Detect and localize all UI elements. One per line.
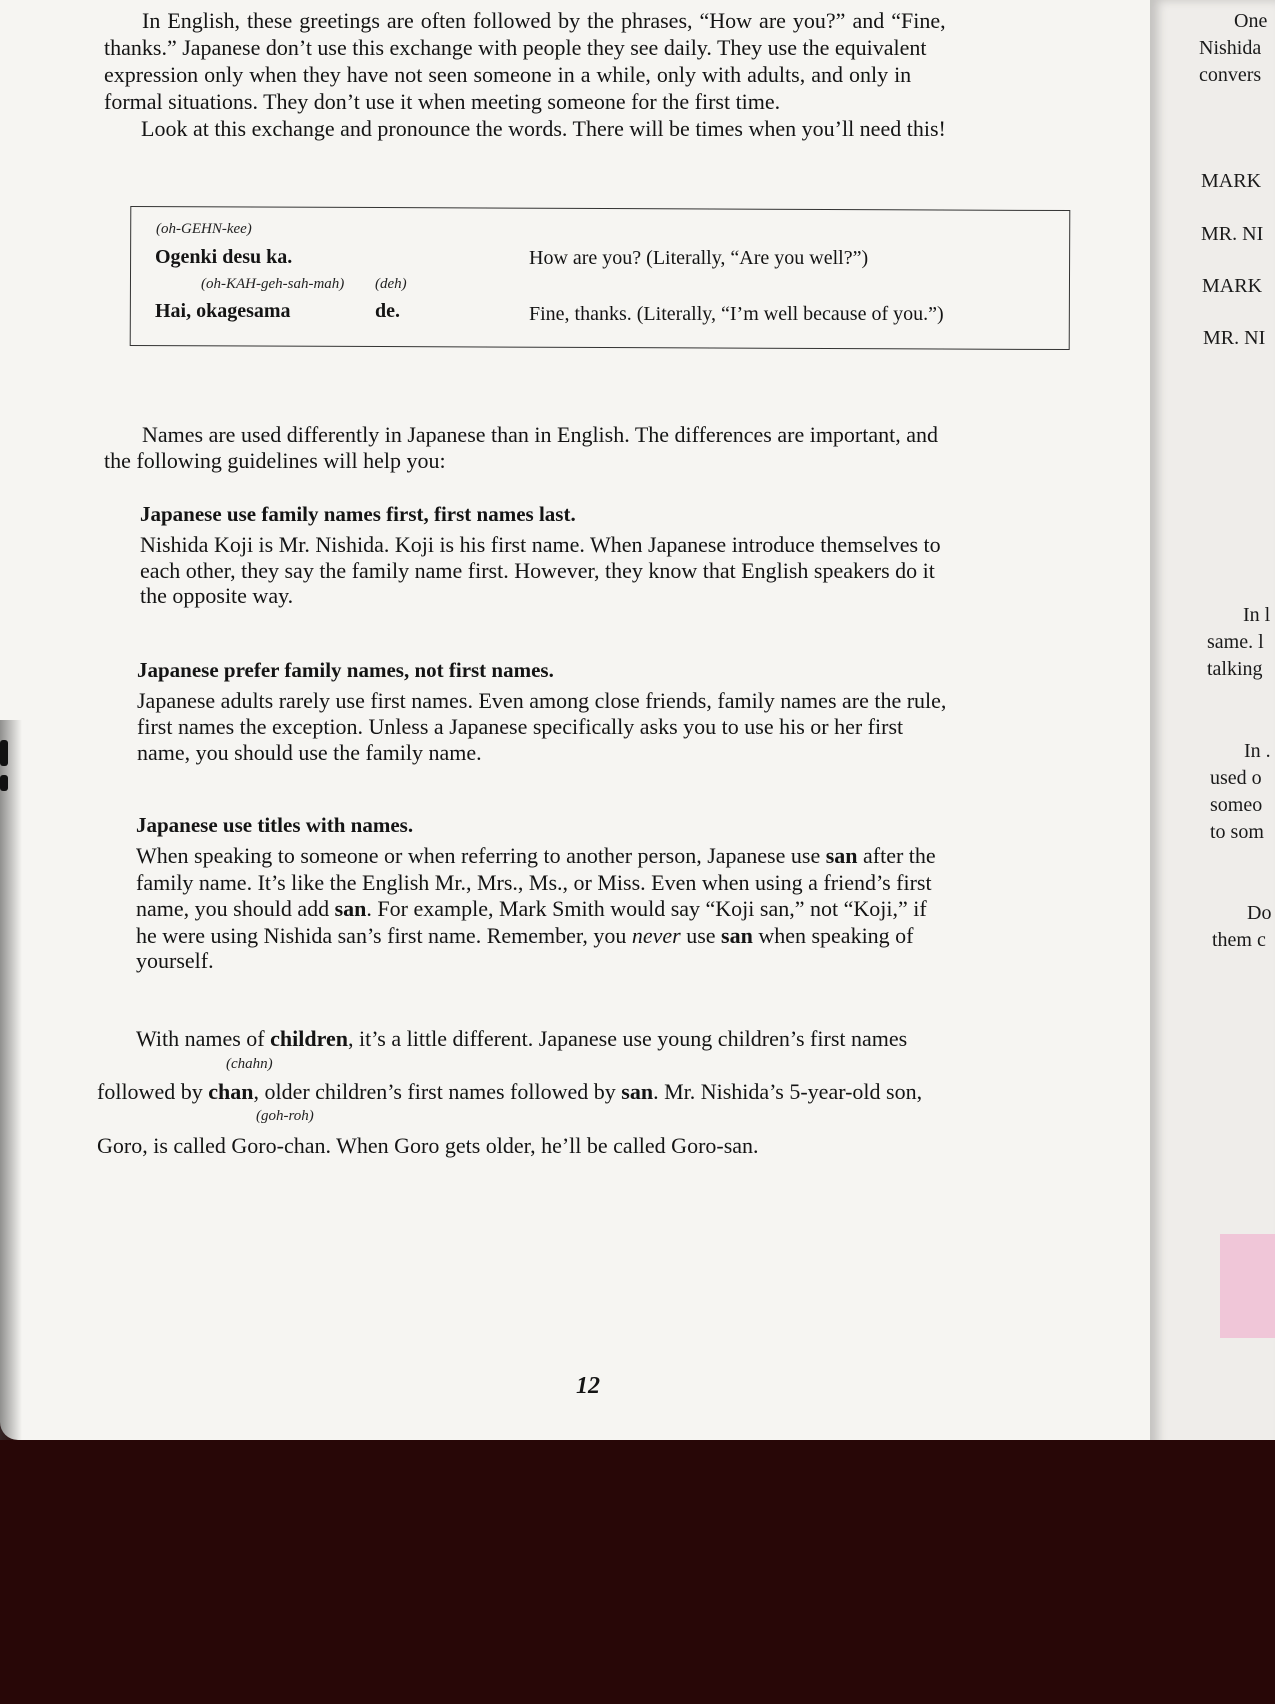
- text-run: followed by: [97, 1079, 209, 1104]
- body-line: family name. It’s like the English Mr., Mrs., Ms., or Miss. Even when using a friend’s first: [136, 870, 932, 895]
- body-line: yourself.: [136, 948, 214, 973]
- english-translation: Fine, thanks. (Literally, “I’m well because of you.”): [529, 303, 944, 325]
- facing-page-text: someo: [1210, 794, 1263, 816]
- phonetic-guide: (chahn): [226, 1056, 273, 1072]
- dark-background: [0, 1440, 1275, 1704]
- facing-page-text: same. l: [1207, 631, 1264, 653]
- body-line: the following guidelines will help you:: [104, 448, 446, 473]
- text-run: . Mr. Nishida’s 5-year-old son,: [653, 1079, 923, 1104]
- intro-line: Look at this exchange and pronounce the words. There will be times when you’ll need this!: [141, 116, 946, 141]
- text-run: name, you should add: [136, 896, 335, 921]
- body-line: Goro, is called Goro-chan. When Goro gets older, he’ll be called Goro-san.: [97, 1133, 759, 1158]
- guideline-heading: Japanese use titles with names.: [136, 813, 414, 837]
- binding-mark: [0, 740, 8, 766]
- facing-page-text: used o: [1210, 767, 1262, 789]
- pink-color-block: [1220, 1234, 1275, 1338]
- facing-page-text: In .: [1244, 740, 1271, 762]
- term-children: children: [270, 1026, 348, 1051]
- text-run: With names of: [136, 1026, 271, 1051]
- japanese-phrase: Hai, okagesama: [155, 300, 291, 322]
- body-line: [136, 843, 936, 868]
- page-number: 12: [576, 1373, 600, 1399]
- japanese-phrase: Ogenki desu ka.: [155, 246, 293, 268]
- facing-page-text: talking: [1207, 658, 1263, 680]
- body-line: Japanese adults rarely use first names. Even among close friends, family names are the rule,: [137, 688, 947, 713]
- facing-page-text: MARK: [1202, 275, 1263, 297]
- body-line: first names the exception. Unless a Japanese specifically asks you to use his or her first: [137, 714, 904, 739]
- body-line: [136, 896, 927, 921]
- intro-line: In English, these greetings are often followed by the phrases, “How are you?” and “Fine,: [142, 8, 946, 33]
- text-run: . For example, Mark Smith would say “Koji san,” not “Koji,” if: [366, 896, 927, 921]
- intro-line: formal situations. They don’t use it when meeting someone for the first time.: [104, 89, 781, 114]
- text-run: , older children’s first names followed by: [253, 1079, 622, 1104]
- facing-page-text: In l: [1243, 604, 1271, 626]
- body-line: [136, 1026, 907, 1051]
- term-san: san: [721, 923, 753, 948]
- body-line: the opposite way.: [140, 583, 294, 608]
- facing-page-text: convers: [1199, 64, 1262, 86]
- phonetic-guide: (goh-roh): [256, 1108, 314, 1124]
- guideline-heading: Japanese prefer family names, not first names.: [137, 658, 554, 682]
- english-translation: How are you? (Literally, “Are you well?”): [529, 247, 869, 269]
- facing-page-text: MR. NI: [1201, 223, 1264, 245]
- japanese-phrase: de.: [375, 300, 400, 322]
- body-line: each other, they say the family name first. However, they know that English speakers do it: [140, 558, 935, 583]
- phonetic-guide: (deh): [375, 276, 407, 292]
- emphasis-never: never: [631, 923, 681, 948]
- page-curl-shadow: [0, 720, 22, 1440]
- term-san: san: [334, 896, 367, 921]
- binding-mark: [0, 775, 8, 791]
- facing-page-text: Nishida: [1199, 37, 1262, 59]
- intro-line: expression only when they have not seen someone in a while, only with adults, and only in: [104, 62, 912, 87]
- facing-page-text: MR. NI: [1203, 327, 1266, 349]
- phonetic-guide: (oh-KAH-geh-sah-mah): [201, 276, 345, 292]
- text-run: When speaking to someone or when referring to another person, Japanese use: [136, 843, 826, 868]
- phonetic-guide: (oh-GEHN-kee): [156, 221, 252, 237]
- facing-page-text: to som: [1210, 821, 1264, 843]
- guideline-heading: Japanese use family names first, first names last.: [140, 502, 576, 526]
- facing-page-text: One: [1234, 10, 1268, 32]
- body-line: Names are used differently in Japanese than in English. The differences are important, and: [142, 422, 939, 447]
- facing-page-text: them c: [1212, 929, 1266, 951]
- text-run: , it’s a little different. Japanese use young children’s first names: [347, 1026, 908, 1051]
- term-san: san: [825, 843, 858, 868]
- text-run: when speaking of: [752, 923, 914, 948]
- facing-page-text: MARK: [1201, 170, 1262, 192]
- text-run: after the: [857, 843, 936, 868]
- term-chan: chan: [208, 1079, 254, 1104]
- intro-line: thanks.” Japanese don’t use this exchange with people they see daily. They use the equivalent: [104, 35, 927, 60]
- text-run: use: [680, 923, 722, 948]
- body-line: [136, 923, 914, 948]
- body-line: [97, 1079, 922, 1104]
- body-line: Nishida Koji is Mr. Nishida. Koji is his first name. When Japanese introduce themselves to: [140, 532, 941, 557]
- term-san: san: [621, 1079, 654, 1104]
- facing-page-text: Do: [1247, 902, 1272, 924]
- text-run: he were using Nishida san’s first name. Remember, you: [136, 923, 632, 948]
- body-line: name, you should use the family name.: [137, 740, 482, 765]
